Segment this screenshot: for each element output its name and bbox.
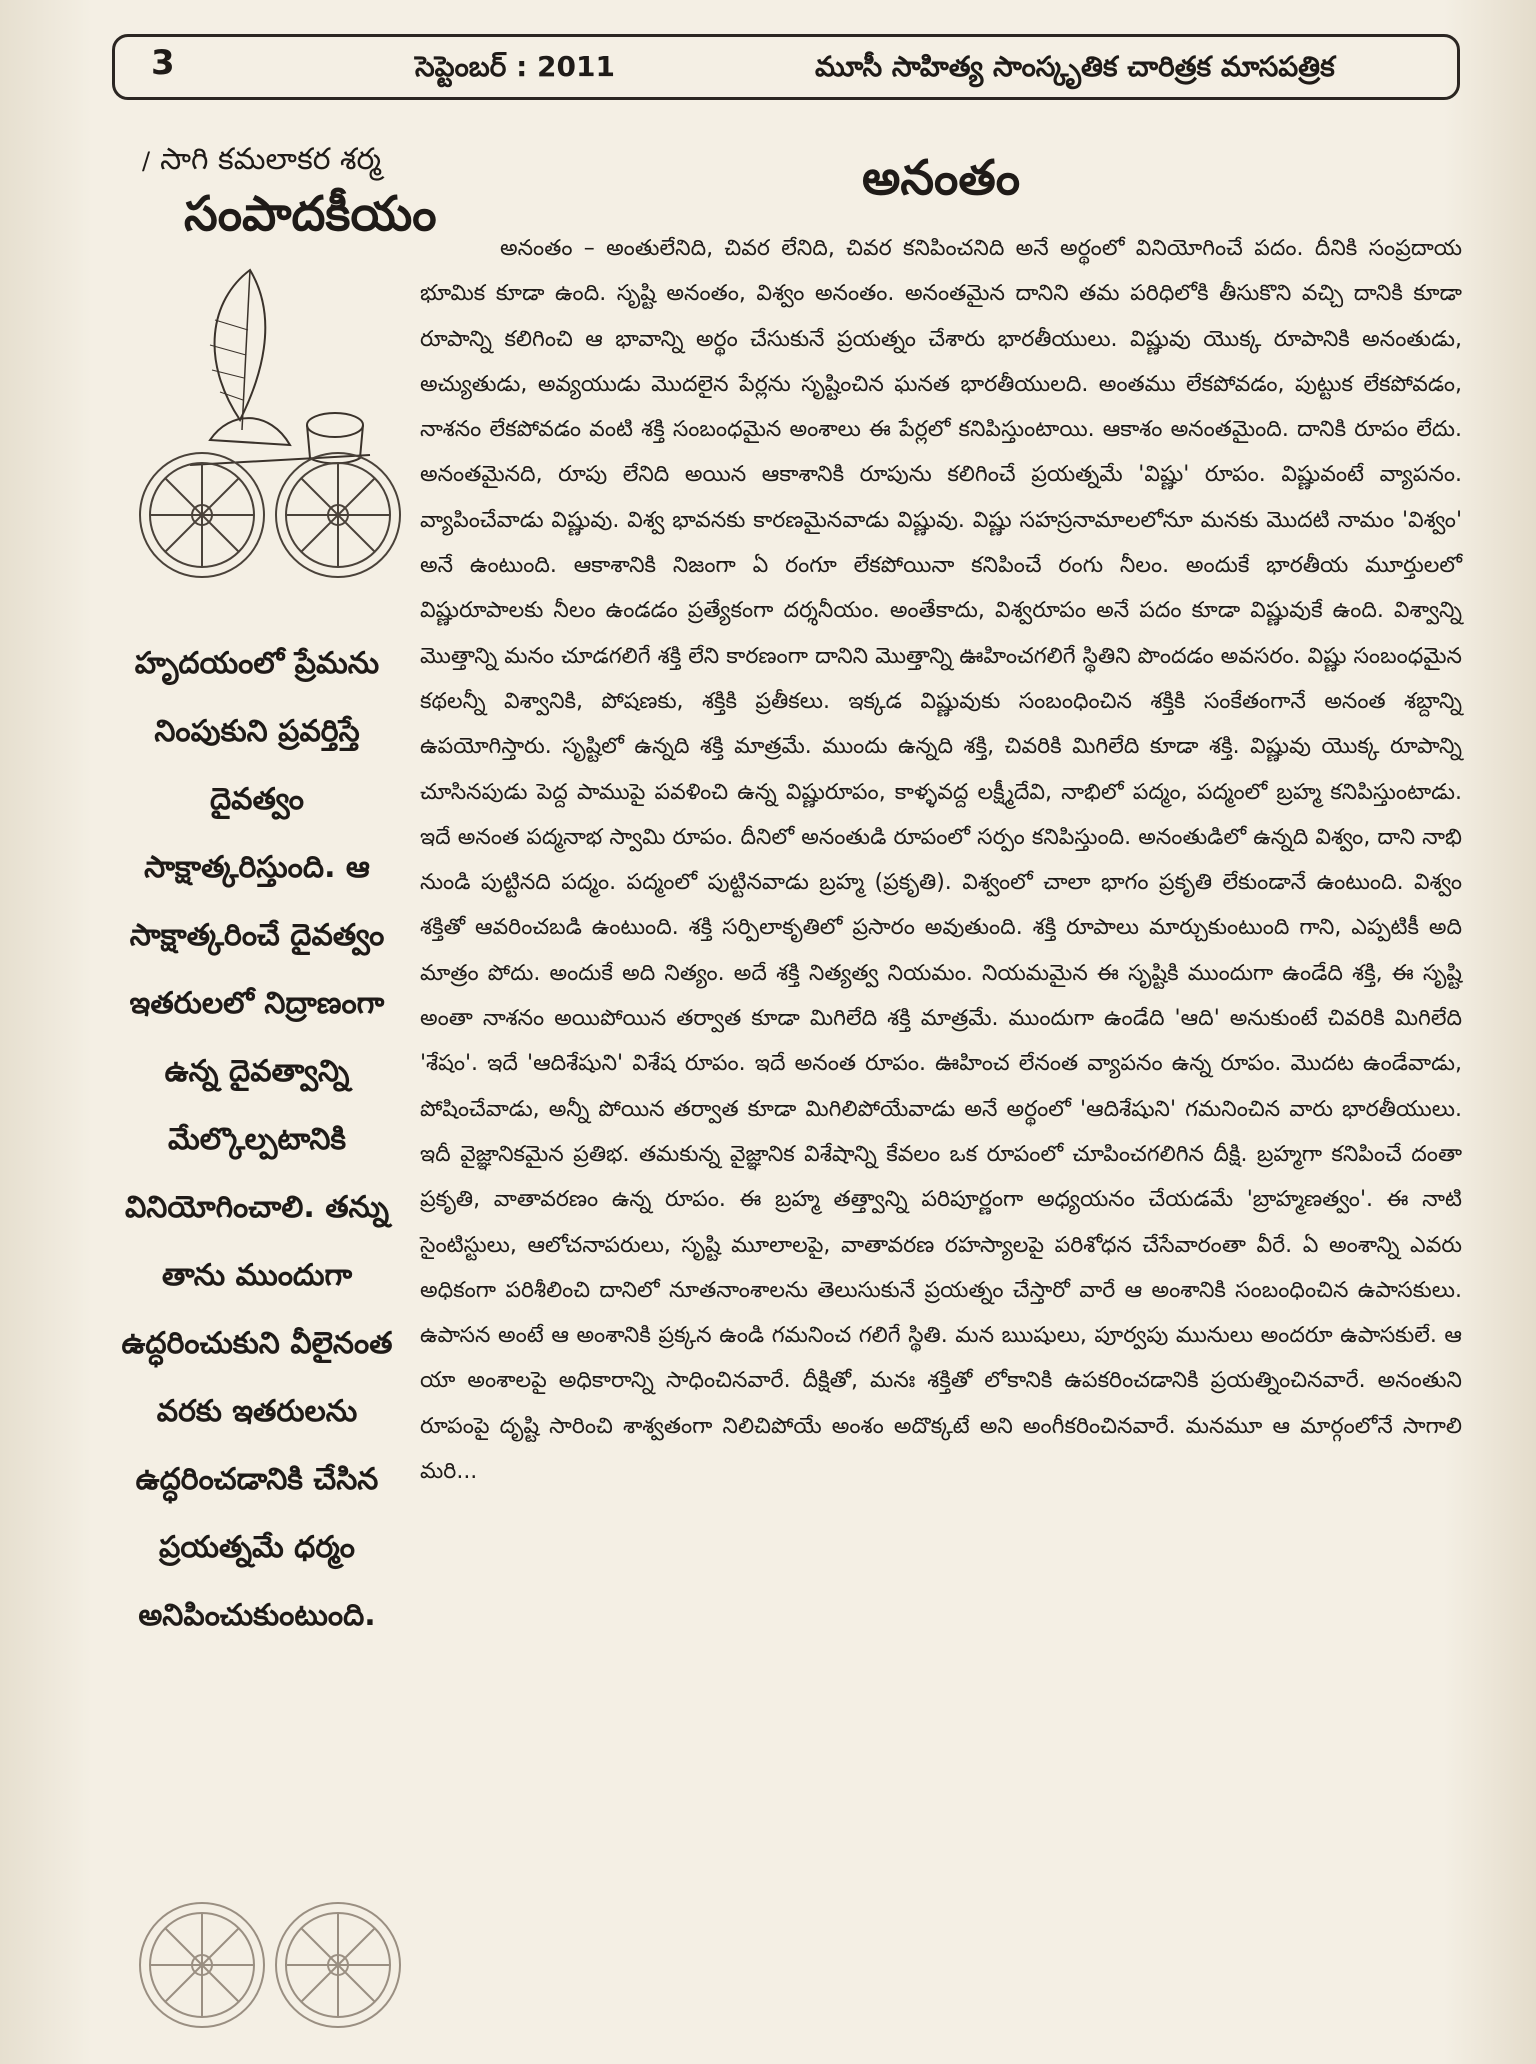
chakra-wheels-icon [130, 440, 410, 590]
chakra-wheels-bottom-icon [130, 1890, 410, 2040]
section-label: సంపాదకీయం [184, 186, 437, 242]
page-number: 3 [151, 43, 175, 83]
article-body: అనంతం – అంతులేనిది, చివర లేనిది, చివర కనిపించనిది అనే అర్థంలో వినియోగించే పదం. దీనికి సంప్రదాయ భూమిక కూడా ఉంది. సృష్టి అనంతం, విశ్వం అనంతం. అనంతమైన దానిని తమ పరిధిలోకి తీసుకొని వచ్చి దానికి కూడా రూపాన్ని కలిగించి ఆ భావాన్ని అర్థం చేసుకునే ప్రయత్నం చేశారు భారతీయులు. విష్ణువు యొక్క రూపానికి అనంతుడు, అచ్యుతుడు, అవ్యయుడు మొదలైన పేర్లను సృష్టించిన ఘనత భారతీయులది. అంతము లేకపోవడం, పుట్టుక లేకపోవడం, నాశనం లేకపోవడం వంటి శక్తి సంబంధమైన అంశాలు ఈ పేర్లలో కనిపిస్తుంటాయి. ఆకాశం అనంతమైంది. దానికి రూపం లేదు. అనంతమైనది, రూపు లేనిది అయిన ఆకాశానికి రూపును కలిగించే ప్రయత్నమే 'విష్ణు' రూపం. విష్ణువంటే వ్యాపనం. వ్యాపించేవాడు విష్ణువు. విశ్వ భావనకు కారణమైనవాడు విష్ణువు. విష్ణు సహస్రనామాలలోనూ మనకు మొదటి నామం 'విశ్వం' అనే ఉంటుంది. ఆకాశానికి నిజంగా ఏ రంగూ లేకపోయినా కనిపించే రంగు నీలం. అందుకే భారతీయ మూర్తులలో విష్ణురూపాలకు నీలం ఉండడం ప్రత్యేకంగా దర్శనీయం. అంతేకాదు, విశ్వరూపం అనే పదం కూడా విష్ణువుకే ఉంది. విశ్వాన్ని మొత్తాన్ని మనం చూడగలిగే శక్తి లేని కారణంగా దానిని మొత్తాన్ని ఊహించగలిగే స్థితిని పొందడం అవసరం. విష్ణు సంబంధమైన కథలన్నీ విశ్వానికి, పోషణకు, శక్తికి ప్రతీకలు. ఇక్కడ విష్ణువుకు సంబంధించిన శక్తికి సంకేతంగానే అనంత శబ్దాన్ని ఉపయోగిస్తారు. సృష్టిలో ఉన్నది శక్తి మాత్రమే. ముందు ఉన్నది శక్తి, చివరికి మిగిలేది కూడా శక్తి. విష్ణువు యొక్క రూపాన్ని చూసినపుడు పెద్ద పాముపై పవళించి ఉన్న విష్ణురూపం, కాళ్ళవద్ద లక్ష్మీదేవి, నాభిలో పద్మం, పద్మంలో బ్రహ్మ కనిపిస్తుంటాడు. ఇదే అనంత పద్మనాభ స్వామి రూపం. దీనిలో అనంతుడి రూపంలో సర్పం కనిపిస్తుంది. అనంతుడిలో ఉన్నది విశ్వం, దాని నాభి నుండి పుట్టినది పద్మం. పద్మంలో పుట్టినవాడు బ్రహ్మ (ప్రకృతి). విశ్వంలో చాలా భాగం ప్రకృతి లేకుండానే ఉంటుంది. విశ్వం శక్తితో ఆవరించబడి ఉంటుంది. శక్తి సర్పిలాకృతిలో ప్రసారం అవుతుంది. శక్తి రూపాలు మార్చుకుంటుంది గాని, ఎప్పటికీ అది మాత్రం పోదు. అందుకే అది నిత్యం. అదే శక్తి నిత్యత్వ నియమం. నియమమైన ఈ సృష్టికి ముందుగా ఉండేది శక్తి, ఈ సృష్టి అంతా నాశనం అయిపోయిన తర్వాత కూడా మిగిలేది శక్తి మాత్రమే. ముందుగా ఉండేది 'ఆది' అనుకుంటే చివరికి మిగిలేది 'శేషం'. ఇదే 'ఆదిశేషుని' విశేష రూపం. ఇదే అనంత రూపం. ఊహించ లేనంత వ్యాపనం ఉన్న రూపం. మొదట ఉండేవాడు, పోషించేవాడు, అన్నీ పోయిన తర్వాత కూడా మిగిలిపోయేవాడు అనే అర్థంలో 'ఆదిశేషుని' గమనించిన వారు భారతీయులు. ఇదీ వైజ్ఞానికమైన ప్రతిభ. తమకున్న వైజ్ఞానిక విశేషాన్ని కేవలం ఒక రూపంలో చూపించగలిగిన దీక్షి. బ్రహ్మగా కనిపించే దంతా ప్రకృతి, వాతావరణం ఉన్న రూపం. ఈ బ్రహ్మ తత్త్వాన్ని పరిపూర్ణంగా అధ్యయనం చేయడమే 'బ్రాహ్మణత్వం'. ఈ నాటి సైంటిస్టులు, ఆలోచనాపరులు, సృష్టి మూలాలపై, వాతావరణ రహస్యాలపై పరిశోధన చేసేవారంతా వీరే. ఏ అంశాన్ని ఎవరు అధికంగా పరిశీలించి దానిలో నూతనాంశాలను తెలుసుకునే ప్రయత్నం చేస్తారో వారే ఆ అంశానికి సంబంధించిన ఉపాసకులు. ఉపాసన అంటే ఆ అంశానికి ప్రక్కన ఉండి గమనించ గలిగే స్థితి. మన ఋషులు, పూర్వపు మునులు అందరూ ఉపాసకులే. ఆ యా అంశాలపై అధికారాన్ని సాధించినవారే. దీక్షితో, మనః శక్తితో లోకానికి ఉపకరించడానికి ప్రయత్నించినవారే. అనంతుని రూపంపై దృష్టి సారించి శాశ్వతంగా నిలిచిపోయే అంశం అదొక్కటే అని అంగీకరించినవారే. మనమూ ఆ మార్గంలోనే సాగాలి మరి... [420, 236, 1462, 1485]
article [420, 130, 1462, 1494]
article-title: అనంతం [861, 150, 1021, 206]
editorial-sidebar [112, 130, 437, 2030]
author-name: / సాగి కమలాకర శర్మ [142, 142, 381, 184]
issue-date: సెప్టెంబర్ : 2011 [415, 50, 615, 83]
magazine-title: మూసీ సాహిత్య సాంస్కృతిక చారిత్రక మాసపత్రిక [815, 50, 1335, 83]
sidebar-quote: హృదయంలో ప్రేమను నింపుకుని ప్రవర్తిస్తే దైవత్వం సాక్షాత్కరిస్తుంది. ఆ సాక్షాత్కరించే దైవత్వం ఇతరులలో నిద్రాణంగా ఉన్న దైవత్వాన్ని మేల్కొల్పటానికి వినియోగించాలి. తన్ను తాను ముందుగా ఉద్ధరించుకుని వీలైనంత వరకు ఇతరులను ఉద్ధరించడానికి చేసిన ప్రయత్నమే ధర్మం అనిపించుకుంటుంది. [121, 646, 393, 1633]
page-header [112, 34, 1460, 100]
